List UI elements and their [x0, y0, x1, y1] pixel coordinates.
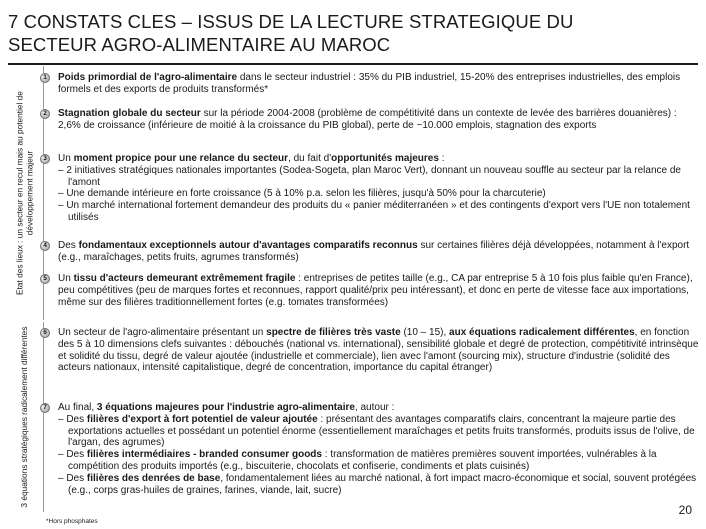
constat-1-text	[58, 72, 700, 96]
constat-7-pre: Au final,	[58, 402, 97, 413]
number-badge-1: 1	[40, 73, 50, 83]
number-badge-6: 6	[40, 328, 50, 338]
constat-4-text	[58, 240, 700, 264]
constat-2-body: sur la période 2004-2008 (problème de compétitivité dans un contexte de levée des barrières douanières) : 2,6% de croissance (inférieure de moitié à la croissance du PIB global), perte de ~10.000 emplois, stagnation des exports	[58, 108, 677, 131]
constat-7-sub-3-bold: filières des denrées de base	[86, 472, 221, 484]
number-badge-7: 7	[40, 403, 50, 413]
sidebar-section-2-label: 3 équations stratégiques radicalement différentes	[18, 326, 29, 508]
constat-7-sub-2	[58, 449, 700, 473]
constat-7-sub-1-pre: – Des	[58, 413, 87, 425]
constat-1-body: dans le secteur industriel : 35% du PIB industriel, 15-20% des entreprises industrielles, des emplois formels et des exports de produits transformés*	[58, 72, 681, 95]
constat-7-sub-1	[58, 414, 700, 449]
constat-5-text	[58, 273, 700, 308]
constat-3-body: :	[438, 153, 445, 164]
constat-2-text	[58, 108, 700, 132]
number-badge-3: 3	[40, 154, 50, 164]
constat-6-bold: spectre de filières très vaste	[266, 327, 401, 338]
constat-7-text	[58, 402, 700, 496]
constat-6-pre: Un secteur de l'agro-alimentaire présentant un	[58, 327, 267, 338]
sidebar-section-1	[6, 66, 44, 320]
constat-5-body: : entreprises de petites taille (e.g., CA par entreprise 5 à 10 fois plus faible qu'en France), peu compétitives (peu de marques fortes et reconnues, rapport qualité/prix peu intéressant), et donc en perte de vitesse face aux importations, même sur des filières traditionnellement fortes (e.g. tomates transformées)	[58, 273, 693, 308]
constat-7-sub-2-body: : transformation de matières premières souvent importées, vulnérables à la compétition des produits importés (e.g., biscuiterie, chocolats et confiserie, condiments et plats cuisinés)	[68, 449, 657, 472]
constat-6-mid: (10 – 15),	[400, 327, 450, 338]
constat-6-bold-2: aux équations radicalement différentes	[449, 327, 635, 338]
constat-3-pre: Un	[58, 153, 74, 164]
constat-7-bold: 3 équations majeures pour l'industrie agro-alimentaire	[96, 402, 355, 413]
constat-6-body: , en fonction des 5 à 10 dimensions clefs suivantes : débouchés (national vs. international), sensibilité globale et degré de protection, compétitivité intrinsèque et solidité du tissu, degré de valeur ajoutée (industrielle et commerciale), lien avec l'amont (sourcing mix), structure d'industrie (solidité des acteurs nationaux, intensité capitalistique, degré de concentration, importance du capital étranger)	[58, 327, 699, 374]
constat-7-sub-2-pre: – Des	[58, 449, 87, 461]
constat-3-sub-1: – 2 initiatives stratégiques nationales importantes (Sodea-Sogeta, plan Maroc Vert), donnant un nouveau souffle au secteur par la relance de l'amont	[58, 164, 681, 188]
constat-5-pre: Un	[58, 273, 74, 284]
title-divider	[8, 63, 698, 65]
constat-3-sub-3: – Un marché international fortement demandeur des produits du « panier méditerranéen » et des contingents d'export vers l'UE non totalement utilisés	[58, 200, 690, 223]
constat-7-sub-3-pre: – Des	[58, 472, 87, 484]
sidebar-section-1-label: Etat des lieux : un secteur en recul mais au potentiel de développement majeur	[13, 91, 34, 295]
constat-3-sub-2: – Une demande intérieure en forte croissance (5 à 10% p.a. selon les filières, jusqu'à 50% pour la charcuterie)	[58, 188, 546, 200]
footnote: *Hors phosphates	[46, 518, 98, 525]
constat-3-text	[58, 153, 700, 224]
constat-6-text	[58, 327, 700, 374]
page-number: 20	[678, 503, 692, 517]
title-line-2: SECTEUR AGRO-ALIMENTAIRE AU MAROC	[8, 34, 391, 55]
constat-7-sub-1-body: : présentant des avantages comparatifs clairs, concentrant la majeure partie des exportations actuelles et possédant un potentiel énorme (essentiellement maraîchages et petits fruits transformés, produits issus de l'olive, de l'argan, des agrumes)	[68, 413, 695, 449]
constat-3-mid: , du fait d'	[288, 153, 332, 164]
page-title	[8, 10, 698, 56]
constat-4-body: sur certaines filières déjà développées, notamment à l'export (e.g., maraîchages, petits fruits, agrumes transformés)	[58, 240, 690, 263]
constat-7-body: , autour :	[354, 402, 395, 413]
number-badge-4: 4	[40, 241, 50, 251]
constat-4-pre: Des	[58, 240, 79, 251]
constat-3-bold-2: opportunités majeures	[331, 153, 439, 164]
constat-7-sub-1-bold: filières d'export à fort potentiel de valeur ajoutée	[86, 413, 318, 425]
constat-7-sub-3-body: , fondamentalement liées au marché national, à fort impact macro-économique et social, souvent protégées (e.g., corps gras-huiles de graines, farines, viande, lait, sucre)	[68, 472, 697, 496]
constat-7-sub-3	[58, 473, 700, 497]
constat-4-bold: fondamentaux exceptionnels autour d'avantages comparatifs reconnus	[78, 240, 418, 251]
sidebar-section-2	[6, 322, 44, 512]
constat-7-sub-2-bold: filières intermédiaires - branded consumer goods	[86, 449, 322, 461]
constat-5-bold: tissu d'acteurs demeurant extrêmement fragile	[73, 273, 296, 284]
constat-1-bold: Poids primordial de l'agro-alimentaire	[58, 72, 238, 83]
constat-2-bold: Stagnation globale du secteur	[58, 108, 201, 119]
title-line-1: 7 CONSTATS CLES – ISSUS DE LA LECTURE STRATEGIQUE DU	[8, 11, 574, 32]
constat-3-bold: moment propice pour une relance du secteur	[73, 153, 289, 164]
number-badge-5: 5	[40, 274, 50, 284]
number-badge-2: 2	[40, 109, 50, 119]
